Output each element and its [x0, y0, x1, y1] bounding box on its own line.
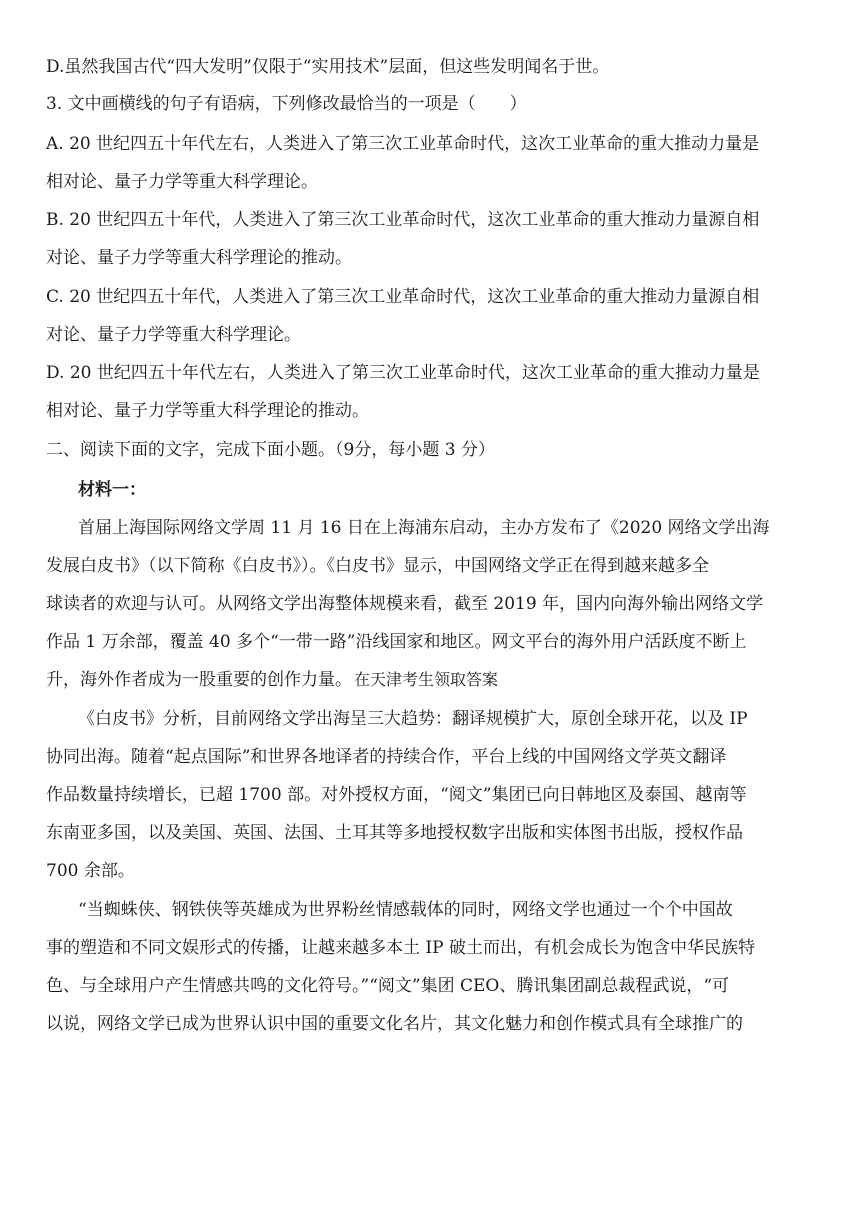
paragraph-line: 700 余部。: [46, 861, 135, 881]
paragraph-text: 升，海外作者成为一股重要的创作力量。: [46, 670, 352, 690]
paragraph-line: 首届上海国际网络文学周 11 月 16 日在上海浦东启动，主办方发布了《2020 网络文学出海: [78, 518, 770, 538]
q3-option-a-line1: A. 20 世纪四五十年代左右，人类进入了第三次工业革命时代，这次工业革命的重大推动力量是: [46, 134, 760, 154]
q3-option-d-line1: D. 20 世纪四五十年代左右，人类进入了第三次工业革命时代，这次工业革命的重大推动力量是: [46, 363, 760, 383]
paragraph-line: 协同出海。随着“起点国际”和世界各地译者的持续合作，平台上线的中国网络文学英文翻译: [46, 747, 727, 767]
q3-option-a-line2: 相对论、量子力学等重大科学理论。: [46, 172, 318, 192]
paragraph-line: 《白皮书》分析，目前网络文学出海呈三大趋势：翻译规模扩大，原创全球开花，以及 IP: [78, 709, 748, 729]
paragraph-line: 以说，网络文学已成为世界认识中国的重要文化名片，其文化魅力和创作模式具有全球推广的: [46, 1014, 743, 1034]
paragraph-line-with-watermark: [46, 668, 816, 692]
paragraph-line: “当蜘蛛侠、钢铁侠等英雄成为世界粉丝情感载体的同时，网络文学也通过一个个中国故: [78, 900, 733, 920]
paragraph-line: 球读者的欢迎与认可。从网络文学出海整体规模来看，截至 2019 年，国内向海外输出网络文学: [46, 594, 764, 614]
q3-option-b-line1: B. 20 世纪四五十年代，人类进入了第三次工业革命时代，这次工业革命的重大推动力量源自相: [46, 210, 760, 230]
paragraph-line: 事的塑造和不同文娱形式的传播，让越来越多本土 IP 破土而出，有机会成长为饱含中华民族特: [46, 938, 755, 958]
paragraph-line: 作品 1 万余部，覆盖 40 多个“一带一路”沿线国家和地区。网文平台的海外用户活跃度不断上: [46, 632, 747, 652]
q3-option-c-line2: 对论、量子力学等重大科学理论。: [46, 325, 301, 345]
q3-option-c-line1: C. 20 世纪四五十年代，人类进入了第三次工业革命时代，这次工业革命的重大推动力量源自相: [46, 287, 760, 307]
section-heading: 二、阅读下面的文字，完成下面小题。（9分，每小题 3 分）: [46, 440, 495, 460]
q3-option-d-line2: 相对论、量子力学等重大科学理论的推动。: [46, 401, 369, 421]
watermark-text: 在天津考生领取答案: [354, 670, 499, 689]
paragraph-line: 作品数量持续增长，已超 1700 部。对外授权方面，“阅文”集团已向日韩地区及泰国、越南等: [46, 785, 747, 805]
q2-option-d: D.虽然我国古代“四大发明”仅限于“实用技术”层面，但这些发明闻名于世。: [46, 57, 610, 77]
paragraph-line: 色、与全球用户产生情感共鸣的文化符号。”“阅文”集团 CEO、腾讯集团副总裁程武说，“可: [46, 976, 730, 996]
paragraph-line: 东南亚多国，以及美国、英国、法国、土耳其等多地授权数字出版和实体图书出版，授权作品: [46, 823, 743, 843]
q3-option-b-line2: 对论、量子力学等重大科学理论的推动。: [46, 248, 352, 268]
material-label: 材料一：: [78, 480, 146, 500]
paragraph-line: 发展白皮书》（以下简称《白皮书》）。《白皮书》显示，中国网络文学正在得到越来越多全: [46, 556, 709, 576]
q3-stem: 3. 文中画横线的句子有语病，下列修改最恰当的一项是（ ）: [46, 94, 527, 114]
